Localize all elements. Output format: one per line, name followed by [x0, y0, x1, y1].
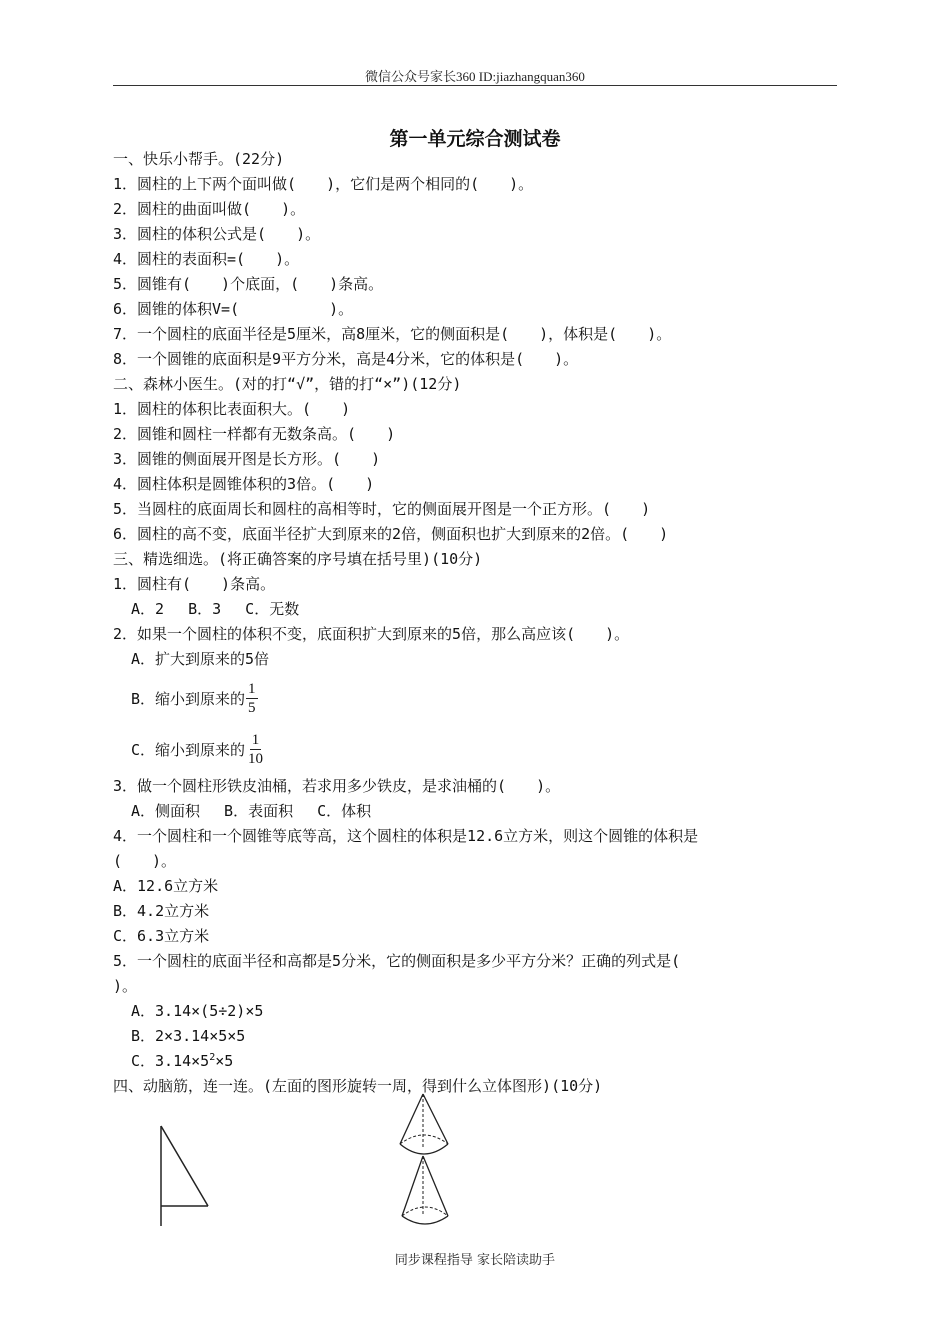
- q1-stem: 1．圆柱有( )条高。: [113, 575, 276, 593]
- q2-option-b: [113, 673, 843, 724]
- section2-item-1: 1．圆柱的体积比表面积大。( ): [113, 400, 351, 418]
- q5-stem: 5．一个圆柱的底面半径和高都是5分米，它的侧面积是多少平方分米？正确的列式是(: [113, 952, 681, 970]
- q2-stem: 2．如果一个圆柱的体积不变，底面积扩大到原来的5倍，那么高应该( )。: [113, 625, 630, 643]
- q2-option-b-text: B．缩小到原来的: [131, 690, 246, 708]
- page-title: 第一单元综合测试卷: [389, 128, 561, 150]
- upper-cone: [400, 1094, 448, 1154]
- q5-option-b: B．2×3.14×5×5: [131, 1027, 246, 1045]
- q5-option-a: A．3.14×(5÷2)×5: [131, 1002, 264, 1020]
- q3-options: A．侧面积 B．表面积 C．体积: [131, 802, 372, 820]
- test-content: [113, 148, 843, 1100]
- page-header: 微信公众号家长360 ID:jiazhangquan360: [365, 69, 585, 84]
- section2-heading: 二、森林小医生。(对的打“√”，错的打“×”)(12分): [113, 375, 462, 393]
- q4-option-c: C．6.3立方米: [113, 927, 210, 945]
- section2-item-2: 2．圆锥和圆柱一样都有无数条高。( ): [113, 425, 396, 443]
- fraction-one-tenth: $\frac{1}{10}$: [248, 732, 264, 767]
- q3-stem: 3．做一个圆柱形铁皮油桶，若求用多少铁皮，是求油桶的( )。: [113, 777, 561, 795]
- lower-cone: [402, 1156, 448, 1224]
- section1-item-2: 2．圆柱的曲面叫做( )。: [113, 200, 306, 218]
- section1-item-5: 5．圆锥有( )个底面，( )条高。: [113, 275, 384, 293]
- cones-figure: [392, 1092, 462, 1232]
- section1-item-8: 8．一个圆锥的底面积是9平方分米，高是4分米，它的体积是( )。: [113, 350, 579, 368]
- section1-item-6: 6．圆锥的体积V=( )。: [113, 300, 354, 318]
- fraction-one-fifth: $\frac{1}{5}$: [248, 681, 256, 716]
- q4-stem-cont: ( )。: [113, 852, 177, 870]
- section1-item-1: 1．圆柱的上下两个面叫做( )，它们是两个相同的( )。: [113, 175, 534, 193]
- q2-option-a: A．扩大到原来的5倍: [131, 650, 270, 668]
- page-footer: 同步课程指导 家长陪读助手: [394, 1253, 556, 1268]
- section2-item-6: 6．圆柱的高不变，底面半径扩大到原来的2倍，侧面积也扩大到原来的2倍。( ): [113, 525, 669, 543]
- section1-item-3: 3．圆柱的体积公式是( )。: [113, 225, 321, 243]
- q2-option-c: [113, 724, 843, 775]
- q2-option-c-text: C．缩小到原来的: [131, 741, 246, 759]
- section4-heading: 四、动脑筋，连一连。(左面的图形旋转一周，得到什么立体图形)(10分): [113, 1077, 603, 1095]
- q4-option-b: B．4.2立方米: [113, 902, 210, 920]
- q4-option-a: A．12.6立方米: [113, 877, 219, 895]
- q5-option-c: C．$3.14\times 5^2\times 5$: [131, 1052, 234, 1070]
- section2-item-5: 5．当圆柱的底面周长和圆柱的高相等时，它的侧面展开图是一个正方形。( ): [113, 500, 651, 518]
- section3-heading: 三、精选细选。(将正确答案的序号填在括号里)(10分): [113, 550, 483, 568]
- section2-item-4: 4．圆柱体积是圆锥体积的3倍。( ): [113, 475, 375, 493]
- section1-item-4: 4．圆柱的表面积=( )。: [113, 250, 300, 268]
- header-rule: [113, 85, 837, 86]
- section1-item-7: 7．一个圆柱的底面半径是5厘米，高8厘米，它的侧面积是( )，体积是( )。: [113, 325, 672, 343]
- exponent: 2: [209, 1052, 216, 1063]
- right-triangle-figure: [150, 1122, 216, 1232]
- q5-stem-cont: )。: [113, 977, 138, 995]
- q4-stem: 4．一个圆柱和一个圆锥等底等高，这个圆柱的体积是12.6立方米，则这个圆锥的体积是: [113, 827, 699, 845]
- section1-heading: 一、快乐小帮手。(22分): [113, 150, 285, 168]
- section2-item-3: 3．圆锥的侧面展开图是长方形。( ): [113, 450, 381, 468]
- q1-options: A．2 B．3 C．无数: [131, 600, 300, 618]
